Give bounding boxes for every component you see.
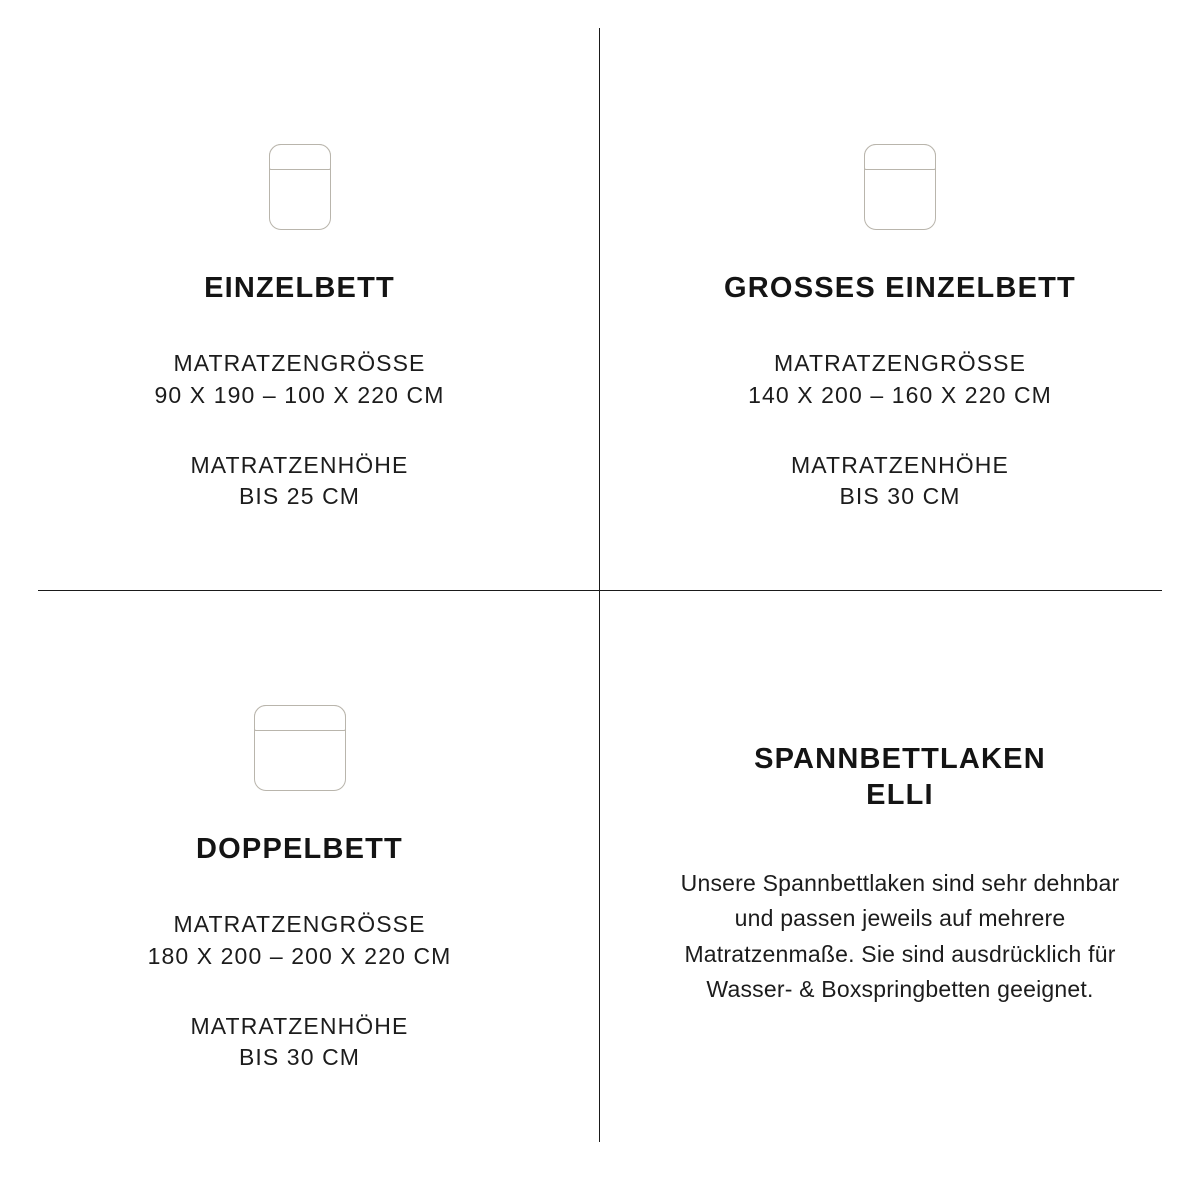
mattress-size-spec [148, 909, 452, 972]
mattress-height-label: MATRATZENHÖHE [791, 451, 1009, 478]
pillow-shape [269, 144, 331, 170]
pillow-shape [254, 705, 346, 731]
panel-title: GROSSES EINZELBETT [724, 272, 1076, 304]
mattress-size-spec [155, 348, 445, 411]
pillow-shape [864, 144, 936, 170]
panel-product-info [600, 591, 1200, 1200]
double-bed-icon-wrapper [254, 701, 346, 791]
large-single-bed-icon [864, 144, 936, 230]
mattress-size-value: 90 X 190 – 100 X 220 CM [154, 381, 445, 408]
mattress-height-spec [191, 1011, 409, 1074]
mattress-size-label: MATRATZENGRÖSSE [173, 911, 426, 938]
mattress-height-value: BIS 30 CM [238, 1044, 361, 1071]
mattress-height-label: MATRATZENHÖHE [190, 451, 409, 478]
single-bed-icon-wrapper [269, 140, 331, 230]
panel-large-single-bed [600, 0, 1200, 590]
mattress-height-spec [791, 450, 1009, 513]
single-bed-icon [269, 144, 331, 230]
panel-title: DOPPELBETT [196, 833, 403, 865]
mattress-height-label: MATRATZENHÖHE [190, 1012, 409, 1039]
mattress-size-label: MATRATZENGRÖSSE [173, 350, 426, 377]
product-title-line1: SPANNBETTLAKEN [754, 743, 1046, 775]
mattress-height-value: BIS 25 CM [238, 483, 361, 510]
mattress-size-label: MATRATZENGRÖSSE [773, 350, 1027, 377]
panel-double-bed [0, 591, 599, 1200]
mattress-size-spec [748, 348, 1052, 411]
product-title [754, 741, 1046, 814]
mattress-height-value: BIS 30 CM [839, 483, 961, 510]
panel-title: EINZELBETT [204, 272, 395, 304]
product-description: Unsere Spannbettlaken sind sehr dehnbar und passen jeweils auf mehrere Matratzenmaße. Sie sind ausdrücklich für Wasser- & Boxspringbetten geeignet. [680, 869, 1120, 1003]
mattress-size-value: 140 X 200 – 160 X 220 CM [748, 381, 1052, 408]
panel-single-bed [0, 0, 599, 590]
mattress-size-value: 180 X 200 – 200 X 220 CM [147, 942, 452, 969]
mattress-height-spec [191, 450, 409, 513]
product-title-line2: ELLI [866, 779, 934, 812]
double-bed-icon [254, 705, 346, 791]
large-single-bed-icon-wrapper [864, 140, 936, 230]
